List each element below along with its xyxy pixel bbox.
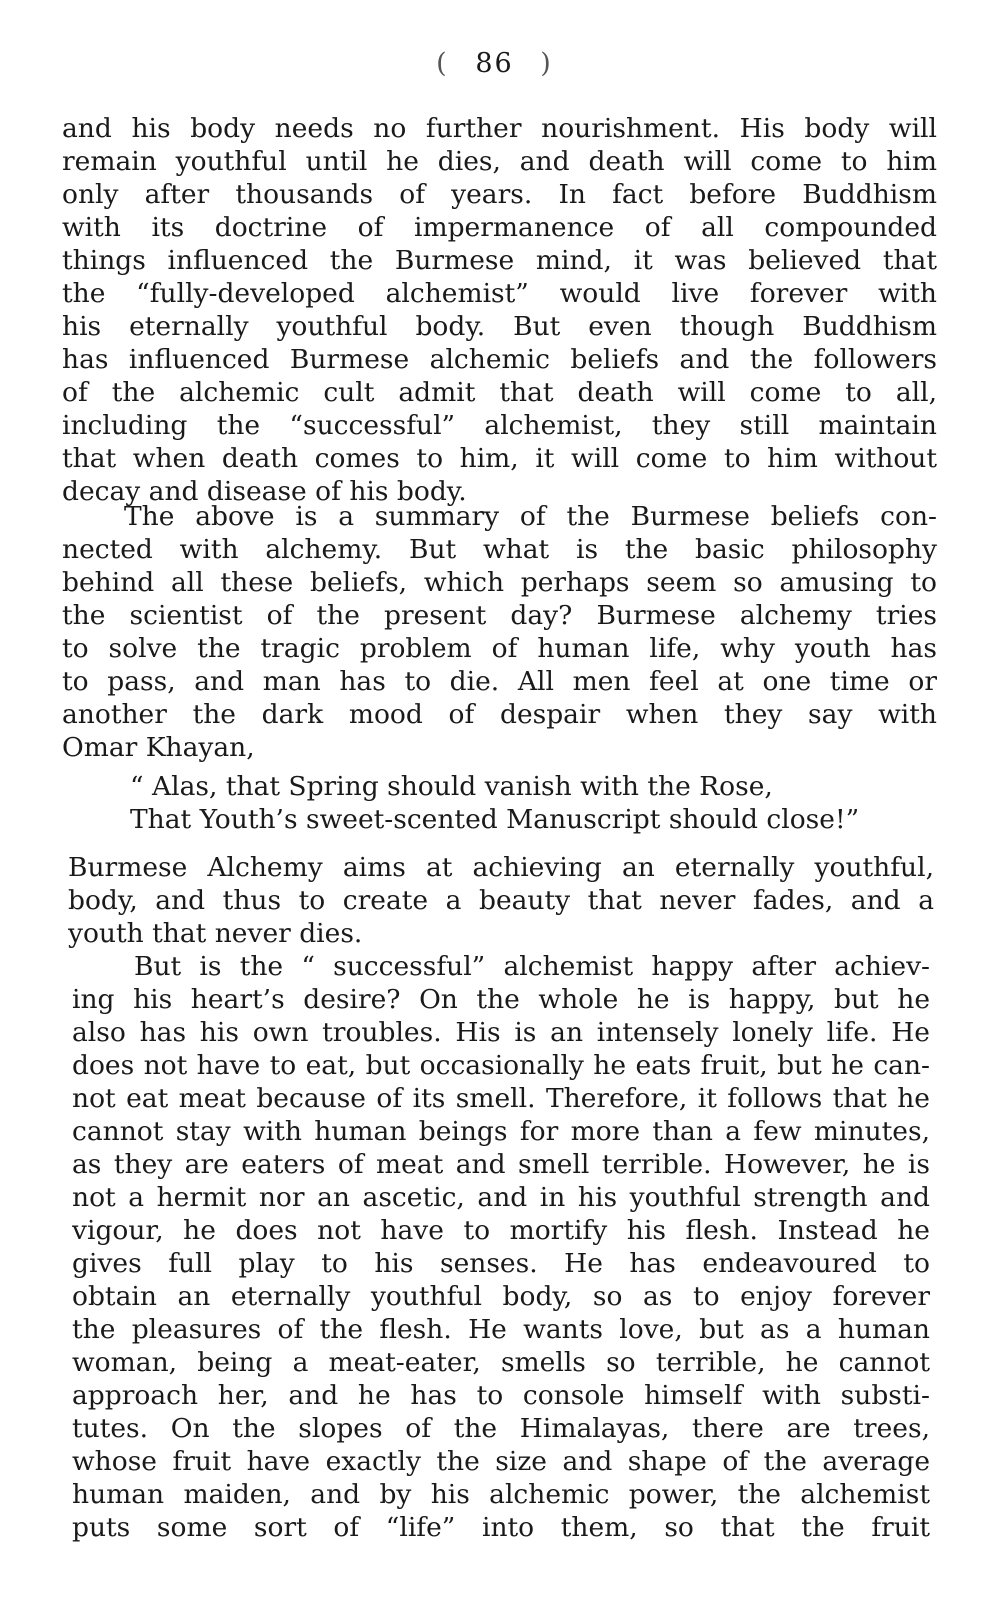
text-line: nected with alchemy. But what is the basic philosophy [62, 534, 937, 565]
text-line: including the “successful” alchemist, they still maintain [62, 410, 937, 441]
page-number [0, 48, 989, 79]
text-line: the “fully-developed alchemist” would live forever with [62, 278, 937, 309]
text-line: with its doctrine of impermanence of all compounded [62, 212, 937, 243]
text-line: Burmese Alchemy aims at achieving an eternally youthful, [68, 852, 934, 883]
paragraph-2 [62, 500, 937, 764]
text-line: cannot stay with human beings for more than a few minutes, [72, 1116, 930, 1147]
verse-quotation [130, 770, 930, 836]
text-line: approach her, and he has to console himself with substi- [72, 1380, 930, 1411]
text-line: as they are eaters of meat and smell terrible. However, he is [72, 1149, 930, 1180]
text-line: decay and disease of his body. [62, 476, 467, 507]
text-line: does not have to eat, but occasionally he eats fruit, but he can- [72, 1050, 930, 1081]
text-line: and his body needs no further nourishment. His body will [62, 113, 937, 144]
verse-line: That Youth’s sweet-scented Manuscript should close!” [130, 804, 860, 835]
text-line: of the alchemic cult admit that death will come to all, [62, 377, 937, 408]
text-line: his eternally youthful body. But even though Buddhism [62, 311, 937, 342]
text-line: the scientist of the present day? Burmese alchemy tries [62, 600, 937, 631]
text-line: things influenced the Burmese mind, it was believed that [62, 245, 937, 276]
text-line: gives full play to his senses. He has endeavoured to [72, 1248, 930, 1279]
text-line: not a hermit nor an ascetic, and in his youthful strength and [72, 1182, 930, 1213]
text-line: remain youthful until he dies, and death will come to him [62, 146, 937, 177]
text-line: But is the “ successful” alchemist happy after achiev- [134, 951, 930, 982]
text-line: human maiden, and by his alchemic power, the alchemist [72, 1479, 930, 1510]
page-number-open-paren: ( [436, 48, 449, 79]
text-line: puts some sort of “life” into them, so that the fruit [72, 1512, 930, 1543]
text-line: youth that never dies. [68, 918, 363, 949]
paragraph-1 [62, 112, 937, 508]
page-number-value: 86 [475, 48, 514, 79]
text-line: vigour, he does not have to mortify his flesh. Instead he [72, 1215, 930, 1246]
text-line: another the dark mood of despair when they say with [62, 699, 937, 730]
text-line: ing his heart’s desire? On the whole he is happy, but he [72, 984, 930, 1015]
text-line: Omar Khayan, [62, 732, 255, 763]
text-line: tutes. On the slopes of the Himalayas, there are trees, [72, 1413, 930, 1444]
verse-line: “ Alas, that Spring should vanish with the Rose, [130, 771, 773, 802]
text-line: behind all these beliefs, which perhaps seem so amusing to [62, 567, 937, 598]
text-line: The above is a summary of the Burmese beliefs con- [124, 501, 937, 532]
text-line: not eat meat because of its smell. Therefore, it follows that he [72, 1083, 930, 1114]
text-line: also has his own troubles. His is an intensely lonely life. He [72, 1017, 930, 1048]
paragraph-4 [72, 950, 930, 1544]
text-line: that when death comes to him, it will come to him without [62, 443, 937, 474]
text-line: to solve the tragic problem of human life, why youth has [62, 633, 937, 664]
paragraph-3 [68, 851, 934, 950]
text-line: body, and thus to create a beauty that never fades, and a [68, 885, 934, 916]
text-line: has influenced Burmese alchemic beliefs and the followers [62, 344, 937, 375]
text-line: obtain an eternally youthful body, so as to enjoy forever [72, 1281, 930, 1312]
text-line: woman, being a meat-eater, smells so terrible, he cannot [72, 1347, 930, 1378]
text-line: whose fruit have exactly the size and shape of the average [72, 1446, 930, 1477]
text-line: to pass, and man has to die. All men feel at one time or [62, 666, 937, 697]
text-line: the pleasures of the flesh. He wants love, but as a human [72, 1314, 930, 1345]
text-line: only after thousands of years. In fact before Buddhism [62, 179, 937, 210]
page-number-close-paren: ) [540, 48, 553, 79]
